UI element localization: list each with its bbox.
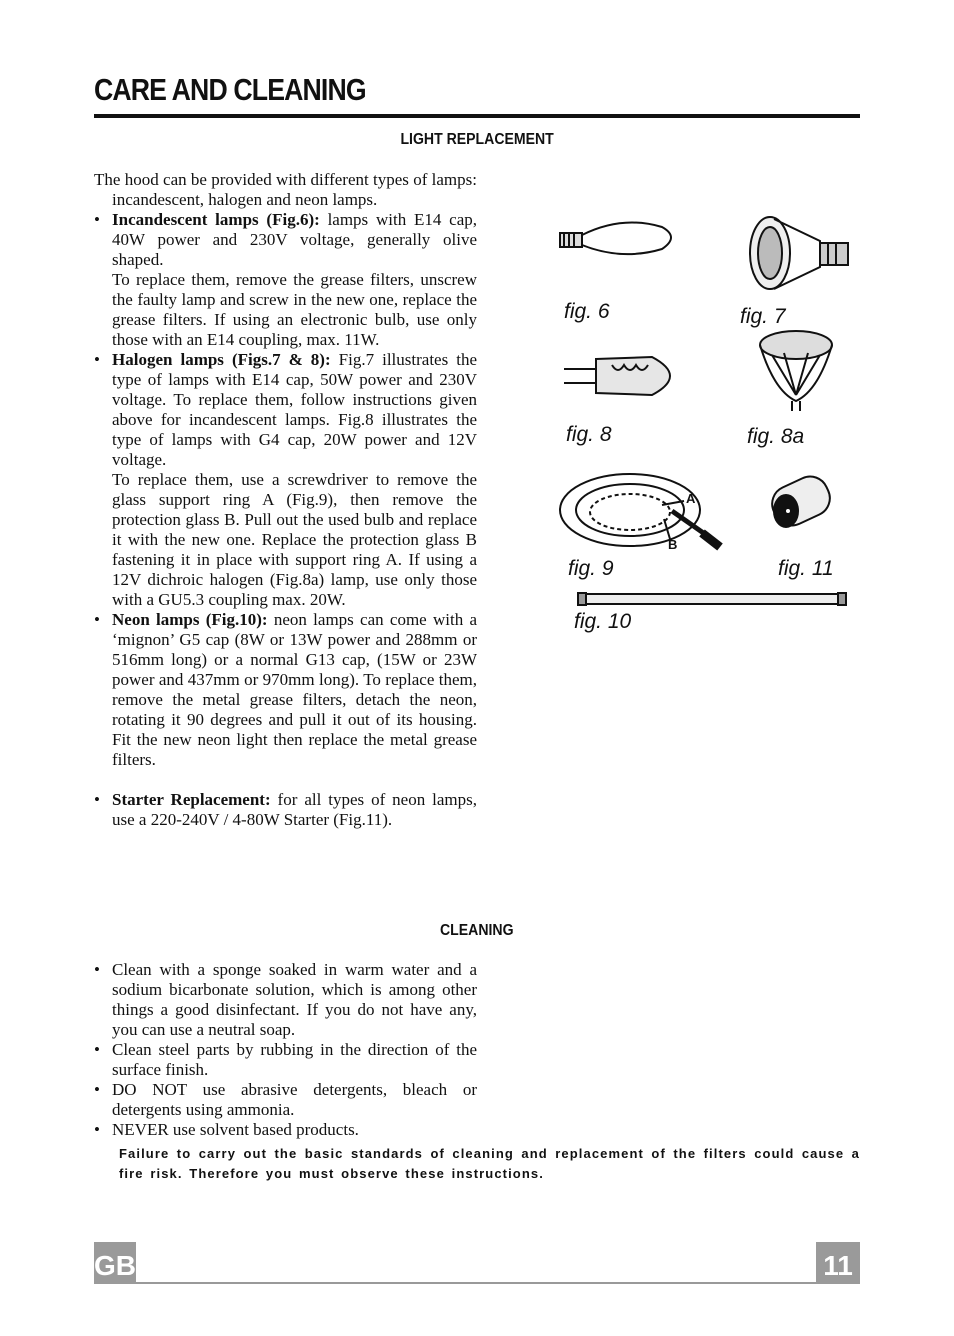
fig-7-label: fig. 7	[740, 305, 786, 328]
fig-9-label: fig. 9	[568, 557, 614, 580]
cleaning-item: • Clean steel parts by rubbing in the direction of the surface finish.	[94, 1040, 477, 1080]
fig-6-label: fig. 6	[564, 300, 610, 323]
halogen-fitting-figure	[560, 474, 720, 547]
callout-b: B	[668, 537, 678, 552]
light-replacement-text	[94, 170, 477, 830]
title-rule	[94, 114, 860, 118]
fig-10-label: fig. 10	[574, 610, 632, 633]
fluorescent-tube-figure	[578, 593, 846, 605]
cleaning-item: • NEVER use solvent based products.	[94, 1120, 477, 1140]
cleaning-item: • Clean with a sponge soaked in warm water and a sodium bicarbonate solution, which is among other things a good disinfectant. If you do not have any, you can use a neutral soap.	[94, 960, 477, 1040]
list-item-starter: • Starter Replacement: for all types of neon lamps, use a 220-240V / 4-80W Starter (Fig.11).	[94, 790, 477, 830]
language-badge: GB	[94, 1242, 136, 1284]
cleaning-item: • DO NOT use abrasive detergents, bleach or detergents using ammonia.	[94, 1080, 477, 1120]
capsule-lamp-figure	[564, 357, 670, 395]
dichroic-lamp-figure	[760, 331, 832, 411]
reflector-lamp-figure	[750, 217, 848, 289]
cleaning-heading: CLEANING	[440, 922, 514, 939]
starter-figure	[766, 471, 835, 532]
list-item-halogen: • Halogen lamps (Figs.7 & 8): Fig.7 illustrates the type of lamps with E14 cap, 50W power and 230V voltage. To replace them, follow instructions given above for incandescent lamps. Fig.8 illustrates the type of lamps with G4 cap, 20W power and 12V voltage. To replace them, use a screwdriver to remove the glass support ring A (Fig.9), then remove the protection glass B. Pull out the used bulb and replace it with the new one. Replace the protection glass B fastening it in place with support ring A. If using a 12V dichroic halogen (Fig.8a) lamp, use only those with a GU5.3 coupling max. 20W.	[94, 350, 477, 610]
cleaning-text	[94, 960, 477, 1140]
fire-risk-warning: Failure to carry out the basic standards of cleaning and replacement of the filters could cause a fire risk. Therefore you must observe these instructions.	[119, 1146, 860, 1181]
lamp-figures	[552, 205, 858, 645]
fig-8a-label: fig. 8a	[747, 425, 805, 448]
intro-paragraph: The hood can be provided with different types of lamps: incandescent, halogen and neon lamps.	[94, 170, 477, 209]
candle-bulb-figure	[560, 223, 671, 255]
fig-11-label: fig. 11	[778, 557, 834, 580]
footer-rule	[94, 1282, 860, 1284]
page-title: CARE AND CLEANING	[94, 72, 366, 107]
list-item-incandescent: • Incandescent lamps (Fig.6): lamps with E14 cap, 40W power and 230V voltage, generally olive shaped. To replace them, remove the grease filters, unscrew the faulty lamp and screw in the new one, replace the grease filters. If using an electronic bulb, use only those with an E14 coupling, max. 11W.	[94, 210, 477, 350]
fig-8-label: fig. 8	[566, 423, 612, 446]
page-number: 11	[816, 1242, 860, 1284]
light-replacement-heading: LIGHT REPLACEMENT	[400, 131, 554, 148]
callout-a: A	[686, 491, 696, 506]
list-item-neon: • Neon lamps (Fig.10): neon lamps can come with a ‘mignon’ G5 cap (8W or 13W power and 288mm or 516mm long) or a normal G13 cap, (15W or 23W power and 437mm or 970mm long). To replace them, remove the metal grease filters, detach the neon, rotating it 90 degrees and pull it out of its housing. Fit the new neon light then replace the metal grease filters.	[94, 610, 477, 770]
